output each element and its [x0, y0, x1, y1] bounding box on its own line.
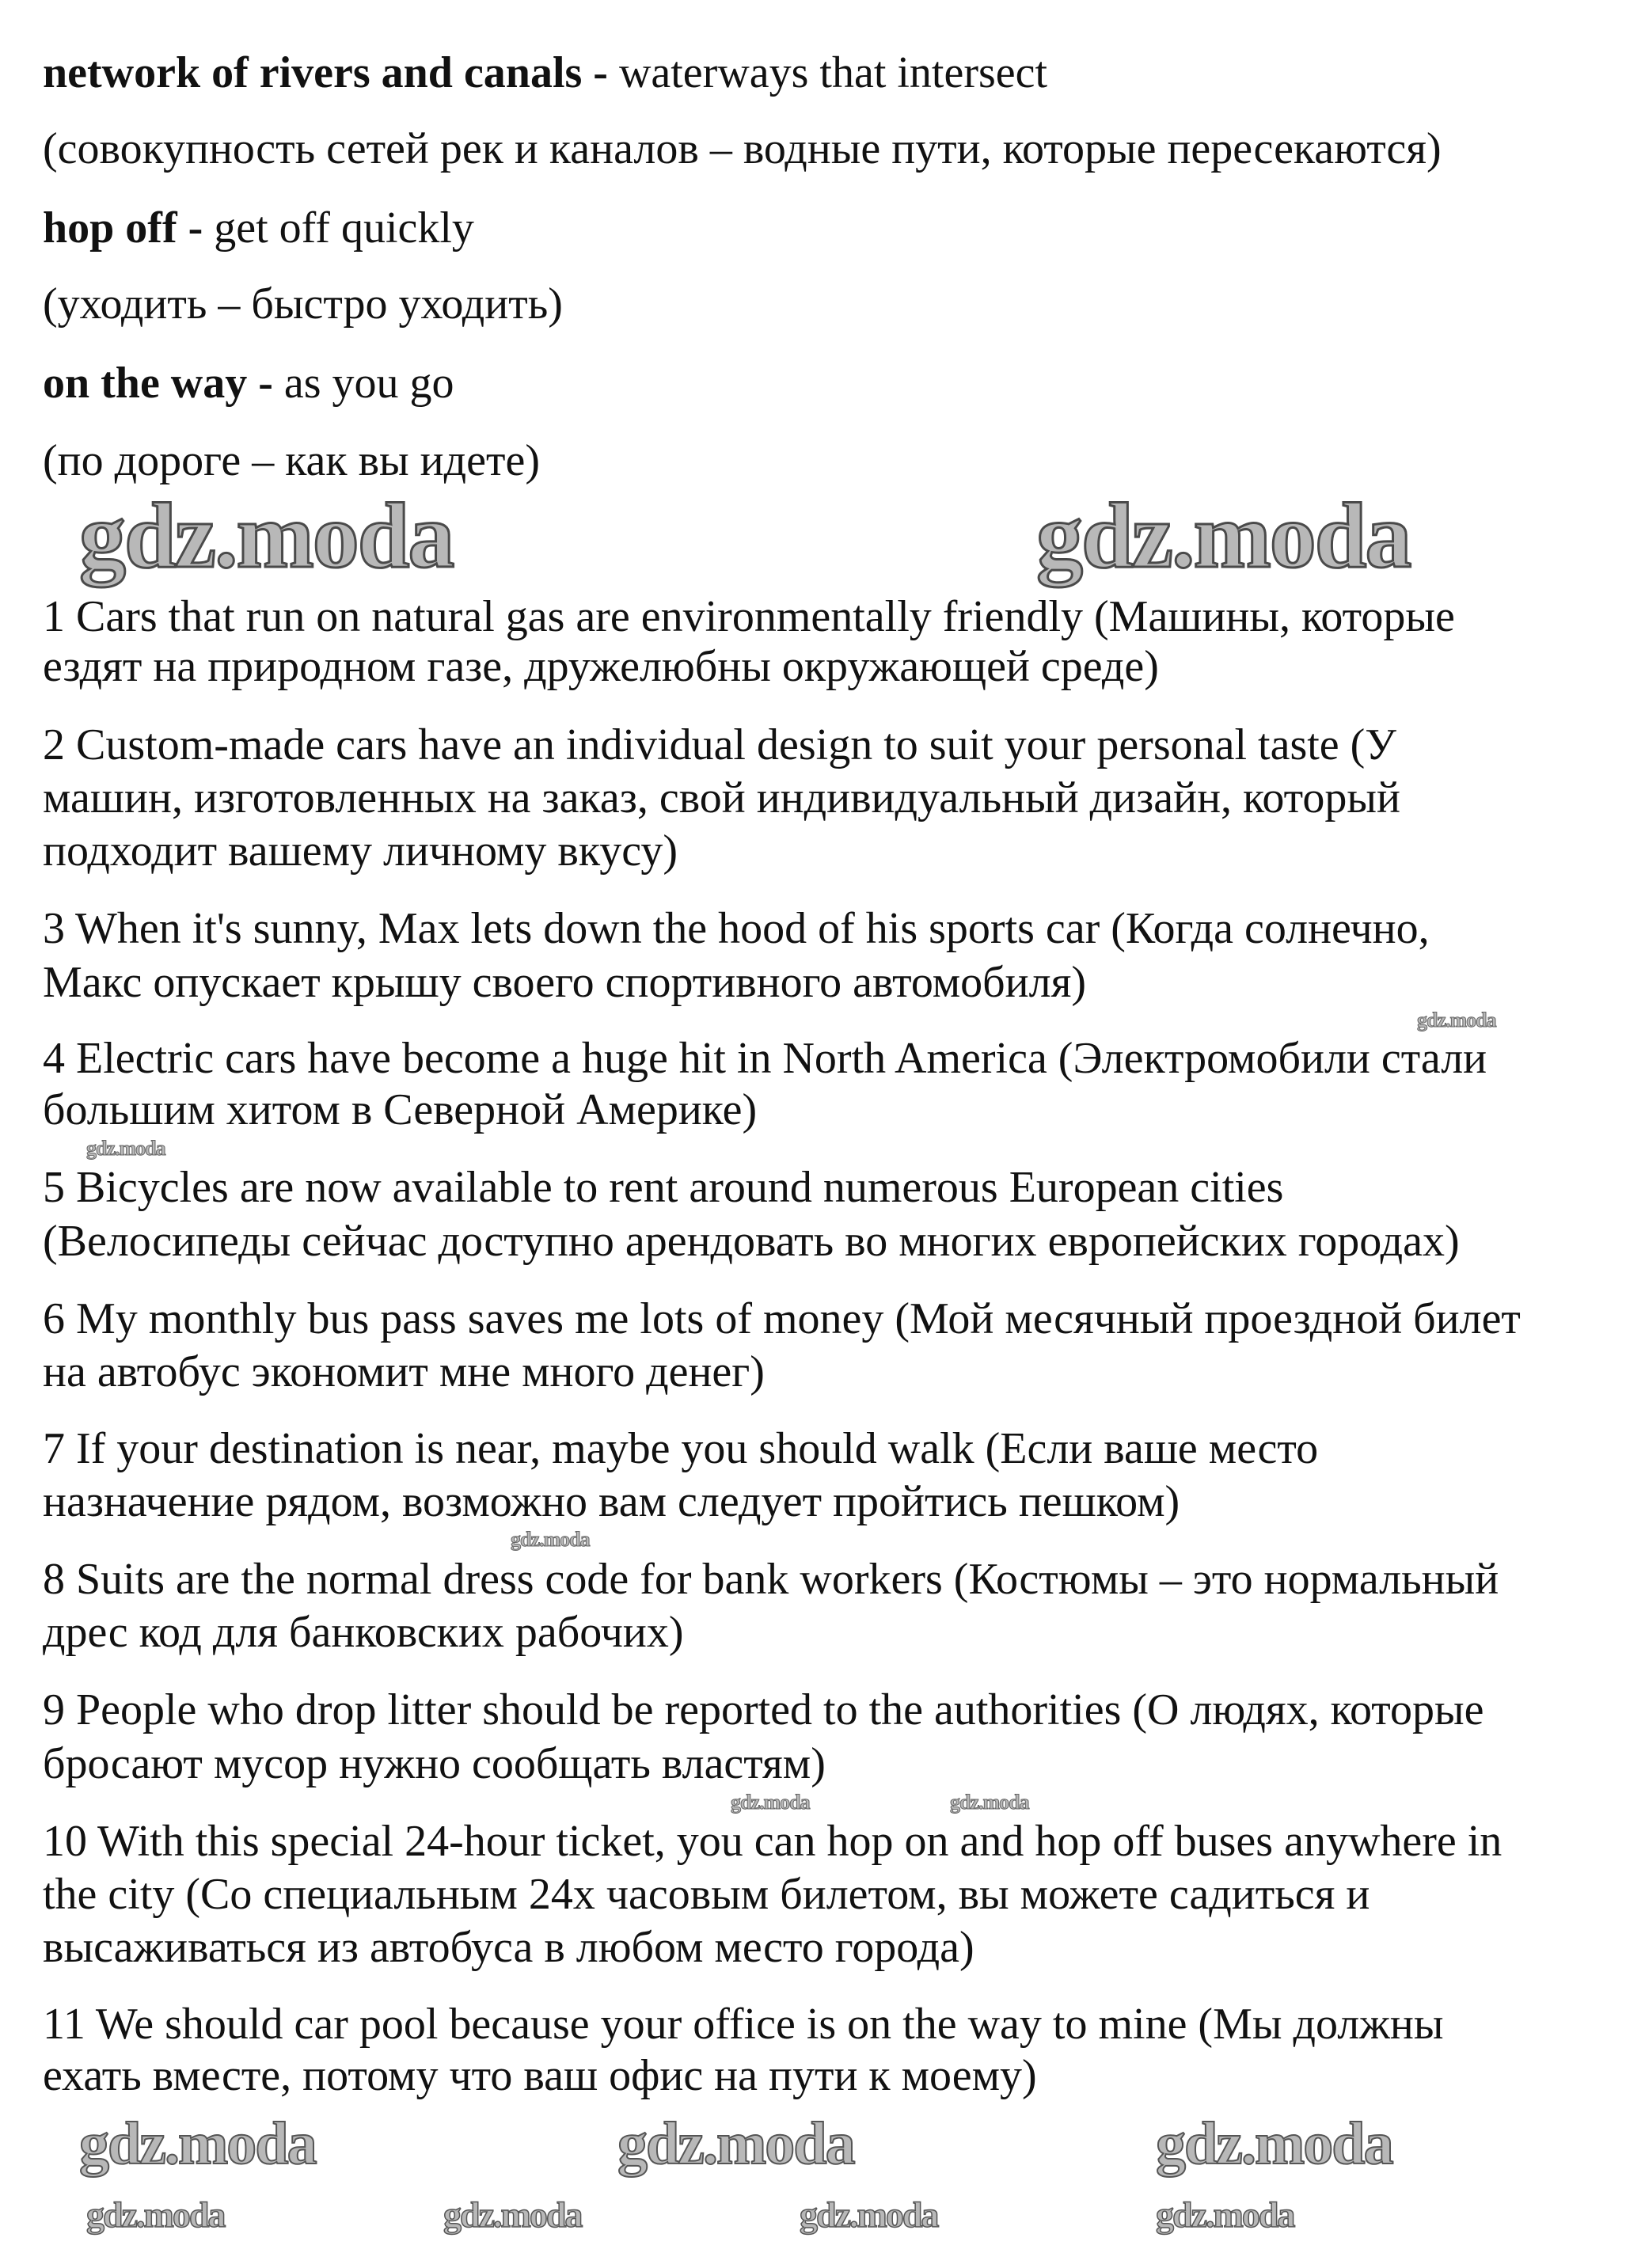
watermark: gdz.moda [800, 2194, 938, 2235]
watermark: gdz.moda [79, 484, 454, 587]
sentence-line: 3 When it's sunny, Max lets down the hood of his sports car (Когда солнечно, [43, 904, 1430, 953]
vocab-entry [43, 49, 1047, 97]
sentence-line: 6 My monthly bus pass saves me lots of money (Мой месячный проездной билет [43, 1294, 1521, 1343]
vocab-definition: get off quickly [214, 203, 474, 253]
sentence-line: подходит вашему личному вкусу) [43, 826, 678, 876]
watermark: gdz.moda [86, 1137, 165, 1160]
watermark: gdz.moda [79, 2110, 316, 2177]
watermark: gdz.moda [1156, 2110, 1392, 2177]
vocab-separator: - [582, 48, 619, 97]
watermark: gdz.moda [511, 1528, 590, 1551]
sentence-line: большим хитом в Северной Америке) [43, 1085, 758, 1134]
sentence-line: на автобус экономит мне много денег) [43, 1347, 765, 1396]
sentence-line: 4 Electric cars have become a huge hit in North America (Электромобили стали [43, 1034, 1487, 1083]
watermark: gdz.moda [1417, 1009, 1496, 1031]
sentence-line: 7 If your destination is near, maybe you should walk (Если ваше место [43, 1424, 1319, 1473]
vocab-separator: - [247, 359, 284, 408]
sentence-line: 11 We should car pool because your office is on the way to mine (Мы должны [43, 2000, 1444, 2049]
sentence-line: дрес код для банковских рабочих) [43, 1608, 684, 1657]
vocab-separator: - [177, 203, 215, 253]
sentence-line: машин, изготовленных на заказ, свой индивидуальный дизайн, который [43, 773, 1400, 822]
vocab-translation: (по дороге – как вы идете) [43, 436, 540, 485]
sentence-line: ездят на природном газе, дружелюбны окружающей среде) [43, 642, 1159, 691]
watermark: gdz.moda [1156, 2194, 1294, 2235]
sentence-line: высаживаться из автобуса в любом место города) [43, 1923, 974, 1972]
watermark: gdz.moda [617, 2110, 854, 2177]
sentence-line: бросают мусор нужно сообщать властям) [43, 1739, 826, 1788]
vocab-translation: (уходить – быстро уходить) [43, 279, 563, 329]
watermark: gdz.moda [1036, 484, 1411, 587]
watermark: gdz.moda [86, 2194, 225, 2235]
sentence-line: ехать вместе, потому что ваш офис на пути к моему) [43, 2051, 1037, 2100]
sentence-line: 2 Custom-made cars have an individual design to suit your personal taste (У [43, 720, 1396, 769]
watermark: gdz.moda [950, 1791, 1029, 1814]
sentence-line: 10 With this special 24-hour ticket, you can hop on and hop off buses anywhere in [43, 1817, 1503, 1866]
vocab-entry [43, 204, 474, 252]
vocab-entry [43, 359, 454, 407]
sentence-line: (Велосипеды сейчас доступно арендовать во многих европейских городах) [43, 1217, 1460, 1266]
watermark: gdz.moda [443, 2194, 582, 2235]
sentence-line: the city (Со специальным 24х часовым билетом, вы можете садиться и [43, 1870, 1370, 1919]
sentence-line: 9 People who drop litter should be reported to the authorities (О людях, которые [43, 1685, 1484, 1734]
vocab-term: on the way [43, 359, 248, 408]
vocab-definition: waterways that intersect [618, 48, 1048, 97]
sentence-line: назначение рядом, возможно вам следует пройтись пешком) [43, 1477, 1180, 1526]
sentence-line: 1 Cars that run on natural gas are environmentally friendly (Машины, которые [43, 592, 1455, 641]
vocab-term: hop off [43, 203, 177, 253]
vocab-translation: (совокупность сетей рек и каналов – водные пути, которые пересекаются) [43, 124, 1442, 173]
watermark: gdz.moda [731, 1791, 810, 1814]
sentence-line: 5 Bicycles are now available to rent around numerous European cities [43, 1163, 1284, 1212]
vocab-term: network of rivers and canals [43, 48, 583, 97]
sentence-line: 8 Suits are the normal dress code for bank workers (Костюмы – это нормальный [43, 1555, 1499, 1604]
vocab-definition: as you go [283, 359, 454, 408]
sentence-line: Макс опускает крышу своего спортивного автомобиля) [43, 958, 1086, 1007]
